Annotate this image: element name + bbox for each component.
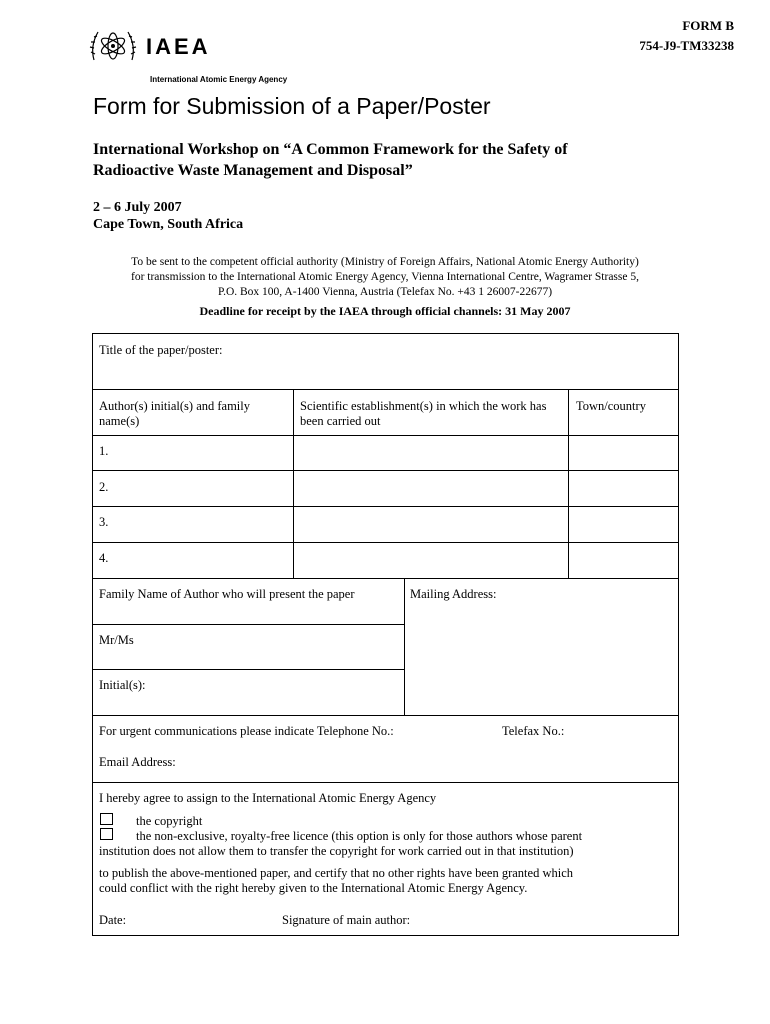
workshop-line-1: International Workshop on “A Common Framework for the Safety of bbox=[93, 141, 568, 158]
email-label: Email Address: bbox=[99, 755, 176, 769]
instructions-line-1: To be sent to the competent official authority (Ministry of Foreign Affairs, National Atomic Energy Authority) bbox=[131, 256, 639, 268]
instructions bbox=[70, 255, 700, 300]
instructions-line-2: for transmission to the International Atomic Energy Agency, Vienna International Centre, Wagramer Strasse 5, bbox=[131, 271, 639, 283]
workshop-title bbox=[93, 139, 693, 181]
copyright-checkbox[interactable] bbox=[100, 813, 113, 825]
mrms-label: Mr/Ms bbox=[99, 633, 134, 647]
copyright-option-label: the copyright bbox=[136, 814, 203, 828]
signature-label: Signature of main author: bbox=[282, 913, 411, 927]
event-location: Cape Town, South Africa bbox=[93, 217, 244, 232]
authors-header: Author(s) initial(s) and family name(s) bbox=[99, 399, 251, 428]
paper-title-label: Title of the paper/poster: bbox=[99, 343, 223, 357]
event-dates: 2 – 6 July 2007 bbox=[93, 200, 182, 215]
town-header: Town/country bbox=[576, 399, 646, 413]
event-info bbox=[93, 199, 243, 233]
author-row-number: 3. bbox=[99, 515, 109, 529]
workshop-line-2: Radioactive Waste Management and Disposal” bbox=[93, 162, 413, 179]
logo-text: IAEA bbox=[146, 34, 211, 59]
licence-option-label-cont: institution does not allow them to transfer the copyright for work carried out in that institution) bbox=[99, 844, 574, 858]
establishment-header: Scientific establishment(s) in which the work has been carried out bbox=[300, 399, 547, 428]
agency-name: International Atomic Energy Agency bbox=[150, 75, 288, 84]
presenter-label: Family Name of Author who will present the paper bbox=[99, 587, 355, 601]
mailing-address-label: Mailing Address: bbox=[410, 587, 497, 601]
author-row-number: 4. bbox=[99, 551, 109, 565]
initials-label: Initial(s): bbox=[99, 678, 146, 692]
licence-checkbox[interactable] bbox=[100, 828, 113, 840]
telephone-label: For urgent communications please indicate Telephone No.: bbox=[99, 724, 394, 738]
author-row-number: 2. bbox=[99, 480, 109, 494]
iaea-emblem-icon bbox=[86, 24, 140, 72]
form-id: FORM B bbox=[682, 18, 734, 33]
form-reference: 754-J9-TM33238 bbox=[639, 38, 734, 53]
publish-text-1: to publish the above-mentioned paper, and certify that no other rights have been granted which bbox=[99, 866, 573, 880]
form-identifier bbox=[639, 16, 734, 56]
instructions-line-3: P.O. Box 100, A-1400 Vienna, Austria (Telefax No. +43 1 26007-22677) bbox=[217, 286, 553, 298]
licence-option-label: the non-exclusive, royalty-free licence (this option is only for those authors whose parent bbox=[136, 829, 583, 843]
telefax-label: Telefax No.: bbox=[502, 724, 565, 738]
page-title: Form for Submission of a Paper/Poster bbox=[93, 93, 491, 119]
agreement-text: I hereby agree to assign to the International Atomic Energy Agency bbox=[99, 791, 437, 805]
date-label: Date: bbox=[99, 913, 127, 927]
deadline-notice: Deadline for receipt by the IAEA through official channels: 31 May 2007 bbox=[199, 304, 571, 318]
publish-text-2: could conflict with the right hereby given to the International Atomic Energy Agency. bbox=[99, 881, 528, 895]
author-row-number: 1. bbox=[99, 444, 109, 458]
